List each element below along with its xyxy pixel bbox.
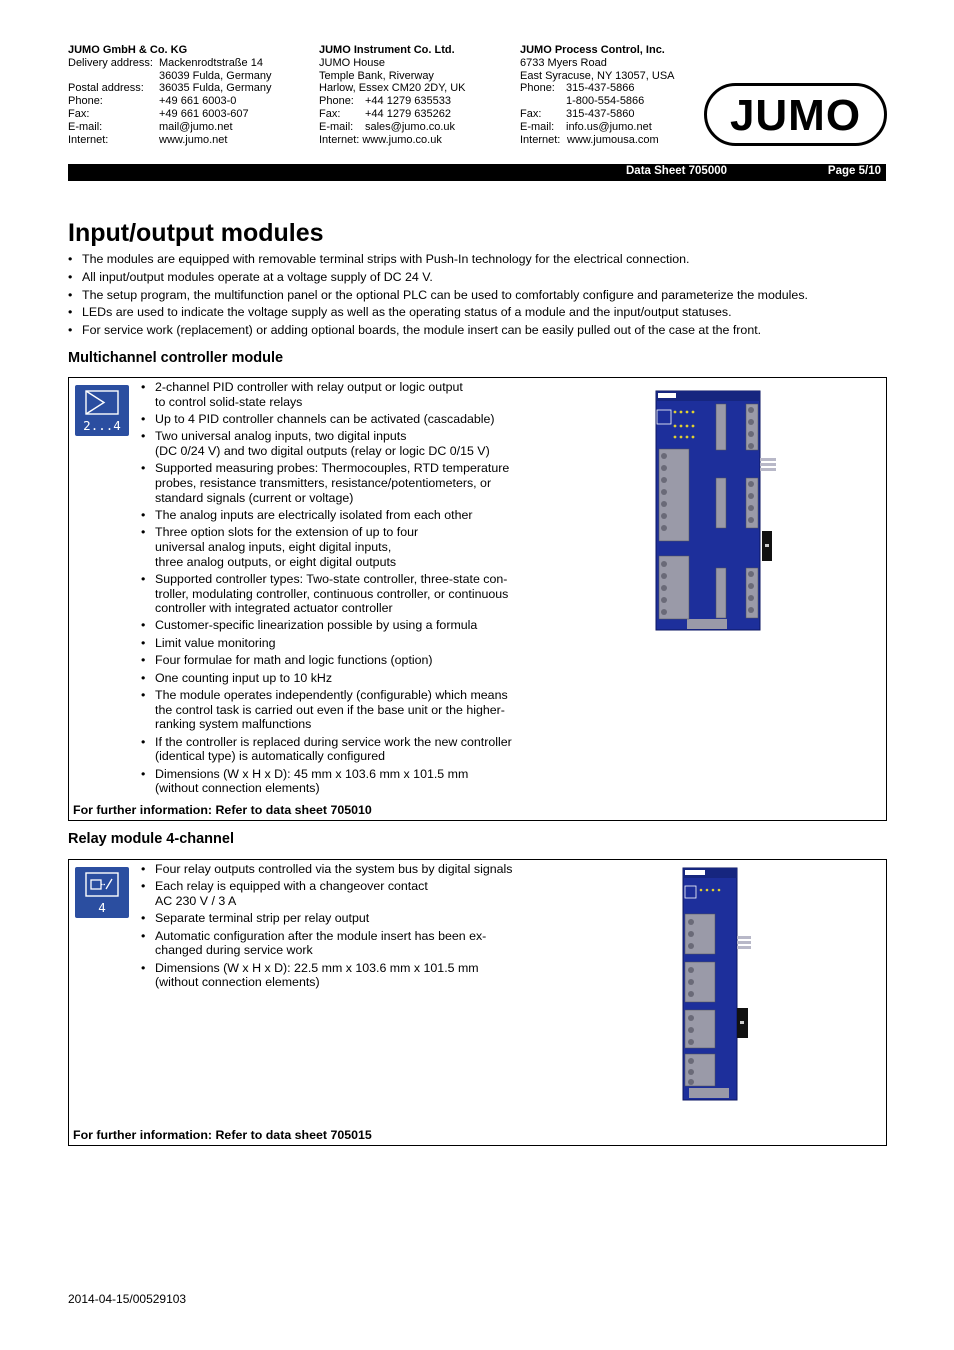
list-item: • Limit value monitoring <box>141 636 512 651</box>
list-item: • The modules are equipped with removable terminal strips with Push-In technology for the electrical connection. <box>68 251 808 269</box>
email-link[interactable]: sales@jumo.co.uk <box>365 120 456 133</box>
phone-label <box>520 95 566 108</box>
relay-module-image <box>681 866 756 1106</box>
address-line: Temple Bank, Riverway <box>319 69 434 82</box>
email-label: E-mail: <box>319 120 354 133</box>
page-title: Input/output modules <box>68 219 324 247</box>
internet-label: Internet: <box>520 133 561 146</box>
email-link[interactable]: info.us@jumo.net <box>566 120 652 133</box>
phone-label: Phone: <box>68 95 103 108</box>
section-heading: Relay module 4-channel <box>68 831 234 847</box>
phone-value: +44 1279 635533 <box>365 95 451 108</box>
company-address-germany <box>68 44 272 146</box>
list-item: • Two universal analog inputs, two digital inputs (DC 0/24 V) and two digital outputs (relay or logic DC 0/15 V) <box>141 429 512 458</box>
list-item: • Each relay is equipped with a changeover contact AC 230 V / 3 A <box>141 879 512 908</box>
fax-label: Fax: <box>520 107 542 120</box>
list-item: • All input/output modules operate at a voltage supply of DC 24 V. <box>68 269 808 287</box>
company-address-usa <box>520 44 675 146</box>
list-item: • Dimensions (W x H x D): 22.5 mm x 103.6 mm x 101.5 mm (without connection elements) <box>141 961 512 990</box>
page-number: Page 5/10 <box>827 165 881 177</box>
header-bar <box>68 164 886 181</box>
address-label: Postal address: <box>68 82 144 95</box>
fax-value: +44 1279 635262 <box>365 107 451 120</box>
address-value: Mackenrodtstraße 14 <box>159 56 263 69</box>
address-label: Delivery address: <box>68 56 153 69</box>
fax-label: Fax: <box>68 107 90 120</box>
list-item: • One counting input up to 10 kHz <box>141 671 512 686</box>
list-item: • Separate terminal strip per relay output <box>141 911 512 926</box>
address-line: East Syracuse, NY 13057, USA <box>520 69 675 82</box>
address-value: 36039 Fulda, Germany <box>159 69 272 82</box>
address-label <box>68 70 159 83</box>
list-item: • 2-channel PID controller with relay output or logic output to control solid-state relays <box>141 380 512 409</box>
internet-label: Internet: <box>68 133 109 146</box>
phone-value: 315-437-5866 <box>566 82 635 95</box>
icon-label: 4 <box>98 900 106 915</box>
phone-label: Phone: <box>520 82 555 95</box>
email-label: E-mail: <box>520 120 555 133</box>
list-item: • Supported controller types: Two-state controller, three-state con- troller, modulating controller, continuous controller, or continuous controller with integrated actuator controller <box>141 572 512 616</box>
phone-value: +49 661 6003-0 <box>159 95 237 108</box>
website-link[interactable]: www.jumo.co.uk <box>362 133 442 146</box>
list-item: • Four formulae for math and logic functions (option) <box>141 653 512 668</box>
list-item: • The setup program, the multifunction panel or the optional PLC can be used to comfortably configure and parameterize the modules. <box>68 287 808 305</box>
list-item: • Four relay outputs controlled via the system bus by digital signals <box>141 862 512 877</box>
icon-label: 2...4 <box>83 418 121 433</box>
list-item: • The module operates independently (configurable) which means the control task is carried out even if the base unit or the higher- ranking system malfunctions <box>141 688 512 732</box>
section-heading: Multichannel controller module <box>68 350 284 366</box>
address-line: Harlow, Essex CM20 2DY, UK <box>319 82 466 95</box>
feature-list <box>141 862 512 993</box>
document-id: 2014-04-15/00529103 <box>68 1292 187 1306</box>
list-item: • Supported measuring probes: Thermocouples, RTD temperature probes, resistance transmitters, resistance/potentiometers, or standard signals (current or voltage) <box>141 461 512 505</box>
website-link[interactable]: www.jumo.net <box>159 133 228 146</box>
company-address-uk <box>319 44 466 146</box>
company-name: JUMO Process Control, Inc. <box>520 44 665 56</box>
datasheet-number: Data Sheet 705000 <box>626 165 728 177</box>
address-value: 36035 Fulda, Germany <box>159 82 272 95</box>
address-line: 6733 Myers Road <box>520 56 607 69</box>
phone-value: 1-800-554-5866 <box>566 95 645 108</box>
jumo-logo <box>704 83 887 146</box>
relay-icon <box>75 867 129 918</box>
controller-module-image <box>654 388 779 634</box>
list-item: • LEDs are used to indicate the voltage supply as well as the operating status of a module and the input/output statuses. <box>68 304 808 322</box>
list-item: • If the controller is replaced during service work the new controller (identical type) is automatically configured <box>141 735 512 764</box>
email-link[interactable]: mail@jumo.net <box>159 120 233 133</box>
fax-label: Fax: <box>319 107 341 120</box>
fax-value: 315-437-5860 <box>566 107 635 120</box>
list-item: • Automatic configuration after the module insert has been ex- changed during service work <box>141 929 512 958</box>
list-item: • Up to 4 PID controller channels can be activated (cascadable) <box>141 412 512 427</box>
website-link[interactable]: www.jumousa.com <box>567 133 659 146</box>
company-name: JUMO GmbH & Co. KG <box>68 44 188 56</box>
intro-list <box>68 251 808 340</box>
list-item: • For service work (replacement) or adding optional boards, the module insert can be easily pulled out of the case at the front. <box>68 322 808 340</box>
list-item: • Customer-specific linearization possible by using a formula <box>141 618 512 633</box>
list-item: • Dimensions (W x H x D): 45 mm x 103.6 mm x 101.5 mm (without connection elements) <box>141 767 512 796</box>
company-name: JUMO Instrument Co. Ltd. <box>319 44 455 56</box>
controller-icon <box>75 385 129 436</box>
further-info: For further information: Refer to data sheet 705010 <box>73 803 372 817</box>
further-info: For further information: Refer to data sheet 705015 <box>73 1128 372 1142</box>
module-box-controller <box>68 377 887 821</box>
address-line: JUMO House <box>319 56 386 69</box>
phone-label: Phone: <box>319 95 354 108</box>
email-label: E-mail: <box>68 120 103 133</box>
fax-value: +49 661 6003-607 <box>159 107 249 120</box>
list-item: • The analog inputs are electrically isolated from each other <box>141 508 512 523</box>
list-item: • Three option slots for the extension of up to four universal analog inputs, eight digital inputs, three analog outputs, or eight digital outputs <box>141 525 512 569</box>
feature-list <box>141 380 512 799</box>
module-box-relay <box>68 859 887 1146</box>
internet-label: Internet: <box>319 133 360 146</box>
logo-text: JUMO <box>729 91 862 140</box>
